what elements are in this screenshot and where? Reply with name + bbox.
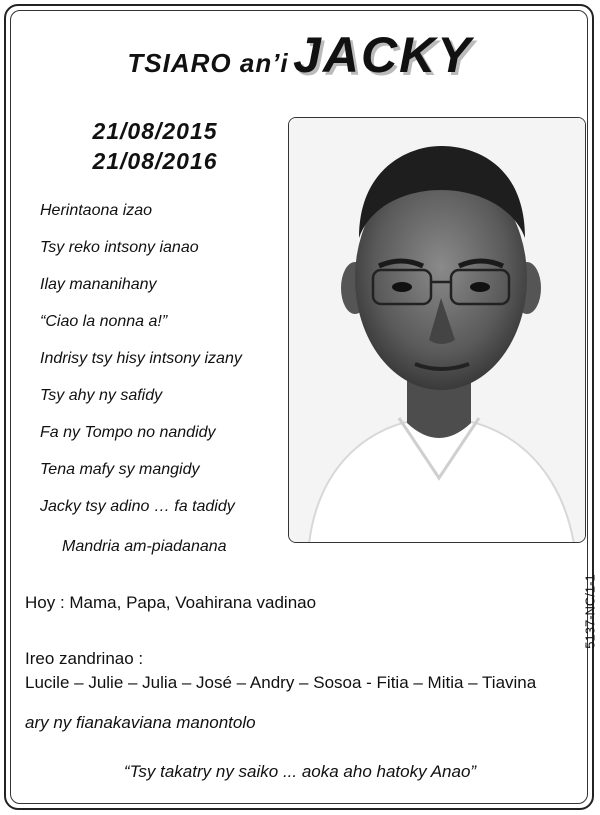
portrait-photo — [288, 117, 586, 543]
portrait-icon — [289, 118, 586, 543]
siblings-label: Ireo zandrinao : — [25, 649, 144, 668]
poem-line: “Ciao la nonna a!” — [40, 313, 168, 330]
senders-line: Hoy : Mama, Papa, Voahirana vadinao — [25, 593, 317, 612]
poem-line: Tsy reko intsony ianao — [40, 239, 199, 256]
reference-code: 5137-NC/1-1 — [582, 574, 598, 649]
poem-line: Tsy ahy ny safidy — [40, 387, 163, 404]
dates-block — [60, 116, 250, 176]
family-line: ary ny fianakaviana manontolo — [25, 713, 256, 732]
poem-line: Herintaona izao — [40, 202, 153, 219]
poem-line: Tena mafy sy mangidy — [40, 461, 200, 478]
date-start: 21/08/2015 — [92, 118, 218, 144]
title-prefix: TSIARO an’i — [127, 48, 289, 78]
poem-line: Indrisy tsy hisy intsony izany — [40, 350, 242, 367]
poem-line: Ilay mananihany — [40, 276, 157, 293]
closing-quote: “Tsy takatry ny saiko ... aoka aho hatoky Anao” — [123, 762, 477, 781]
poem — [40, 197, 290, 530]
title-name: JACKY — [293, 27, 473, 83]
farewell-line: Mandria am-piadanana — [62, 538, 227, 555]
siblings-names: Lucile – Julie – Julia – José – Andry – Sosoa - Fitia – Mitia – Tiavina — [25, 673, 537, 692]
poem-line: Jacky tsy adino … fa tadidy — [40, 498, 235, 515]
poem-line: Fa ny Tompo no nandidy — [40, 424, 216, 441]
page-title — [0, 26, 600, 84]
date-end: 21/08/2016 — [92, 148, 218, 174]
